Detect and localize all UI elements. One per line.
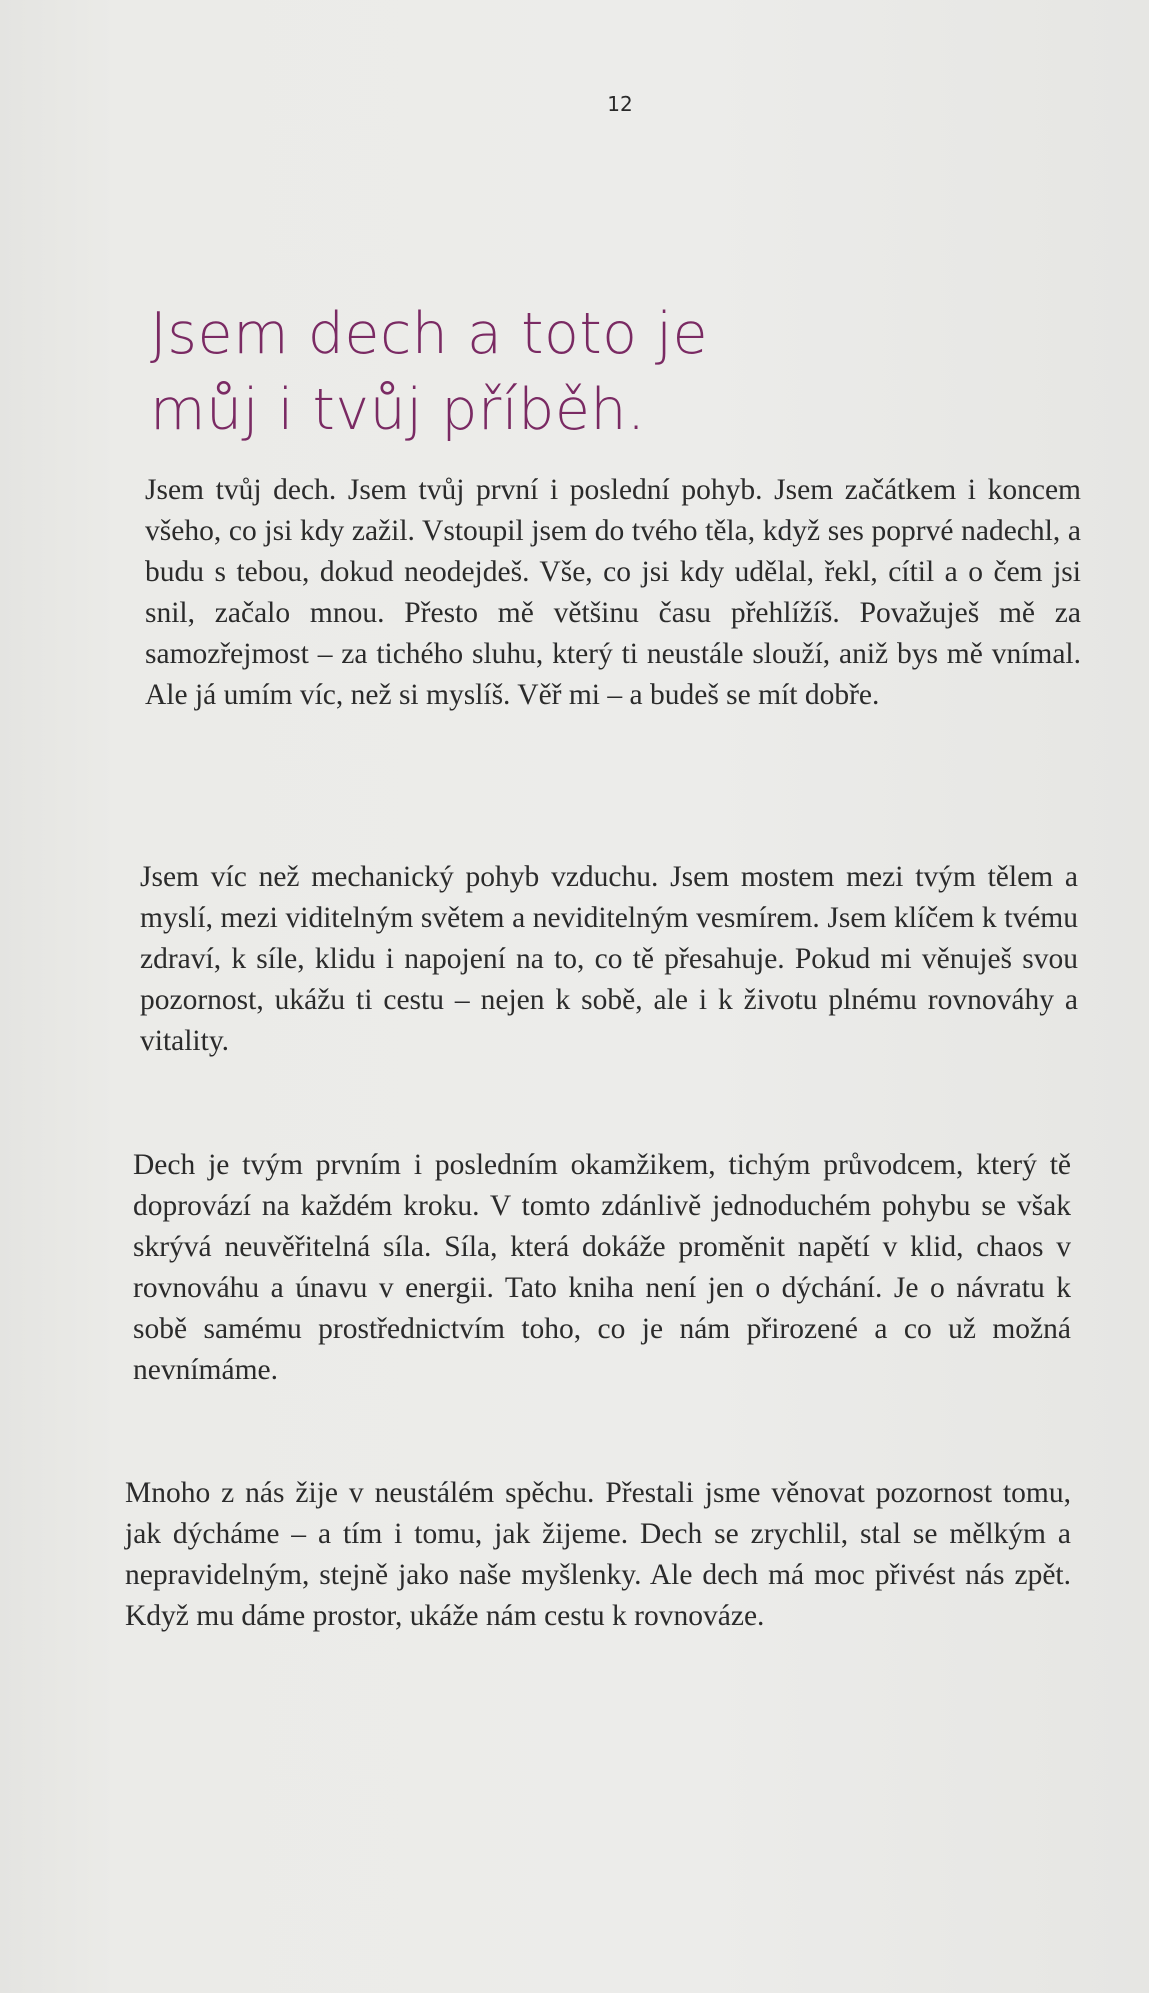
chapter-title-line-1: Jsem dech a toto je bbox=[150, 301, 709, 367]
paragraph-1: Jsem tvůj dech. Jsem tvůj první i poslední pohyb. Jsem začátkem i koncem všeho, co jsi kdy zažil. Vstoupil jsem do tvého těla, když ses poprvé nadechl, a budu s tebou, dokud neodejdeš. Vše, co jsi kdy udělal, řekl, cítil a o čem jsi snil, začalo mnou. Přesto mě většinu času přehlížíš. Považuješ mě za samozřejmost – za tichého sluhu, který ti neustále slouží, aniž bys mě vnímal. Ale já umím víc, než si myslíš. Věř mi – a budeš se mít dobře. bbox=[145, 474, 1081, 711]
chapter-title bbox=[150, 296, 708, 448]
page-number: 12 bbox=[607, 92, 633, 116]
chapter-title-line-2: můj i tvůj příběh. bbox=[150, 377, 646, 443]
paragraph-2: Jsem víc než mechanický pohyb vzduchu. Jsem mostem mezi tvým tělem a myslí, mezi viditelným světem a neviditelným vesmírem. Jsem klíčem k tvému zdraví, k síle, klidu i napojení na to, co tě přesahuje. Pokud mi věnuješ svou pozornost, ukážu ti cestu – nejen k sobě, ale i k životu plnému rovnováhy a vitality. bbox=[140, 861, 1078, 1057]
paragraph-4: Mnoho z nás žije v neustálém spěchu. Přestali jsme věnovat pozornost tomu, jak dýcháme – a tím i tomu, jak žijeme. Dech se zrychlil, stal se mělkým a nepravidelným, stejně jako naše myšlenky. Ale dech má moc přivést nás zpět. Když mu dáme prostor, ukáže nám cestu k rovnováze. bbox=[125, 1477, 1071, 1632]
paragraph-3: Dech je tvým prvním i posledním okamžikem, tichým průvodcem, který tě doprovází na každém kroku. V tomto zdánlivě jednoduchém pohybu se však skrývá neuvěřitelná síla. Síla, která dokáže proměnit napětí v klid, chaos v rovnováhu a únavu v energii. Tato kniha není jen o dýchání. Je o návratu k sobě samému prostřednictvím toho, co je nám přirozené a co už možná nevnímáme. bbox=[133, 1149, 1071, 1386]
